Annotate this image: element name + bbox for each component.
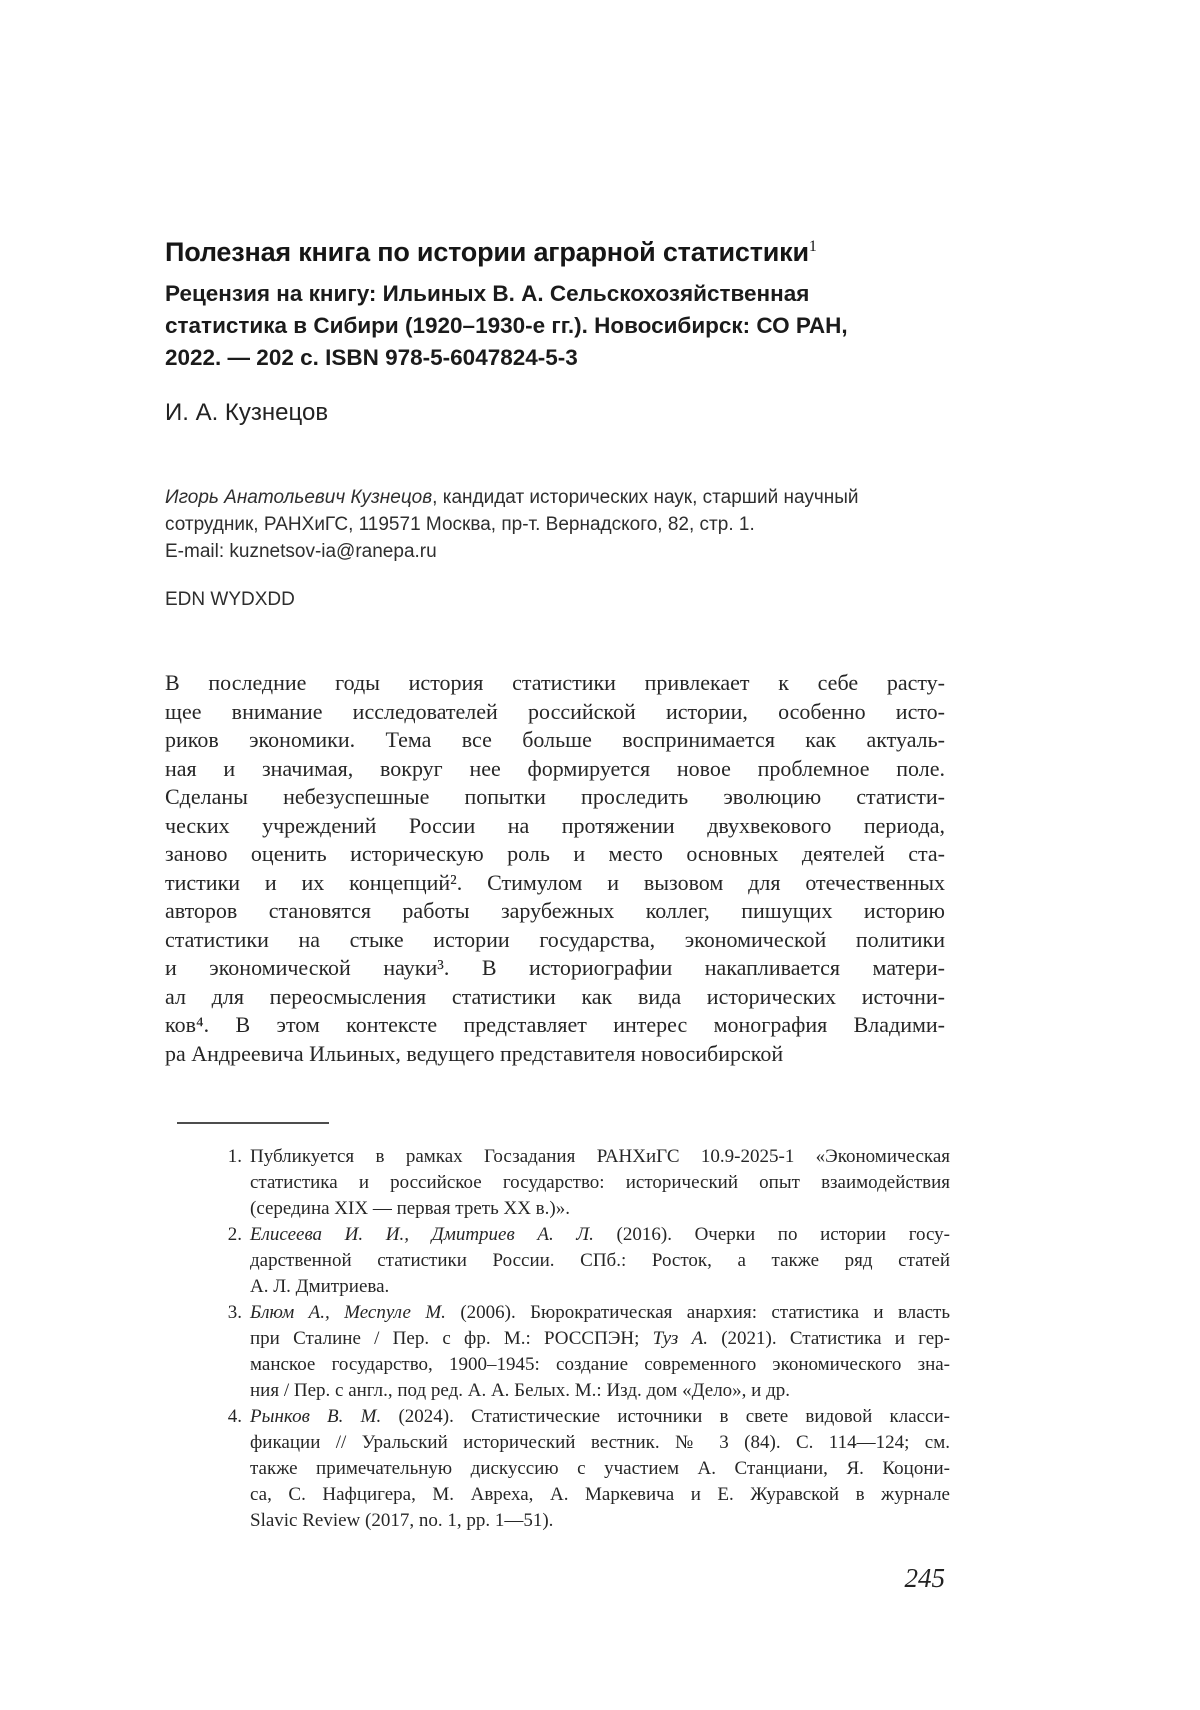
author-affiliation: [165, 484, 945, 565]
footnote-text: [250, 1144, 950, 1222]
author-name: И. А. Кузнецов: [165, 399, 329, 426]
text-segment: (середина XIX — первая треть XX в.)».: [250, 1198, 570, 1219]
footnote-number: 4.: [227, 1406, 242, 1427]
text-segment: (2021). Статистика и гер-: [707, 1328, 951, 1349]
text-segment: щее внимание исследователей российской истории, особенно исто-: [165, 698, 945, 724]
footnote-number: 1.: [227, 1146, 242, 1167]
text-segment: тистики и их концепций². Стимулом и вызовом для отечественных: [165, 869, 945, 895]
text-line: [165, 840, 945, 869]
text-segment: са, С. Нафцигера, М. Авреха, А. Маркевича и Е. Журавской в журнале: [250, 1484, 950, 1505]
text-line: [165, 669, 945, 698]
text-line: [165, 812, 945, 841]
text-line: [165, 897, 945, 926]
text-line: [165, 310, 945, 342]
text-line: [250, 1508, 950, 1534]
text-segment: Рецензия на книгу: Ильиных В. А. Сельскохозяйственная: [165, 281, 810, 306]
footnotes-list: [227, 1144, 951, 1534]
article-main: [165, 669, 945, 1068]
text-line: [165, 954, 945, 983]
text-line: [250, 1196, 950, 1222]
text-segment: (2016). Очерки по истории госу-: [593, 1224, 950, 1245]
text-segment: (2024). Статистические источники в свете видовой класси-: [381, 1406, 950, 1427]
footnote-text: [250, 1222, 950, 1300]
italic-text-segment: Туз А.: [652, 1328, 708, 1349]
text-segment: ков⁴. В этом контексте представляет интерес монография Владими-: [165, 1012, 945, 1037]
article-title-text: Полезная книга по истории аграрной статистики: [165, 237, 809, 267]
text-segment: ал для переосмысления статистики как вида исторических источни-: [165, 983, 945, 1009]
text-segment: заново оценить историческую роль и место основных деятелей ста-: [165, 841, 945, 866]
text-line: [250, 1456, 950, 1482]
text-line: [250, 1430, 950, 1456]
text-line: [250, 1300, 950, 1326]
italic-text-segment: Елисеева И. И., Дмитриев А. Л.: [250, 1224, 594, 1245]
text-segment: ческих учреждений России на протяжении двухвекового периода,: [165, 812, 945, 838]
text-line: [250, 1222, 950, 1248]
text-line: [165, 278, 945, 310]
text-segment: сотрудник, РАНХиГС, 119571 Москва, пр-т. Вернадского, 82, стр. 1.: [165, 514, 755, 535]
text-segment: Публикуется в рамках Госзадания РАНХиГС 10.9-2025-1 «Экономическая: [250, 1146, 950, 1167]
page-number: 245: [904, 1563, 945, 1593]
footnote-item: [227, 1300, 951, 1404]
text-line: [250, 1144, 950, 1170]
text-line: [165, 698, 945, 727]
footnote-separator-rule: [177, 1122, 329, 1124]
text-line: [165, 342, 945, 374]
text-segment: , кандидат исторических наук, старший научный: [432, 487, 859, 508]
footnote-item: [227, 1404, 950, 1534]
text-segment: (2006). Бюрократическая анархия: статистика и власть: [445, 1302, 951, 1323]
text-segment: статистики на стыке истории государства, экономической политики: [165, 926, 945, 952]
text-segment: ра Андреевича Ильиных, ведущего представителя новосибирской: [165, 1040, 784, 1066]
article-body-paragraph: [165, 669, 945, 1068]
footnote-text: [250, 1404, 950, 1534]
text-line: [250, 1378, 950, 1404]
article-header: [165, 236, 945, 613]
footnote-item: [227, 1222, 950, 1300]
text-segment: риков экономики. Тема все больше воспринимается как актуаль-: [165, 727, 945, 752]
text-line: [165, 538, 945, 565]
footnote-number: 3.: [227, 1302, 242, 1323]
text-segment: при Сталине / Пер. с фр. М.: РОССПЭН;: [250, 1328, 653, 1349]
text-segment: статистика в Сибири (1920–1930-е гг.). Новосибирск: СО РАН,: [165, 313, 848, 338]
text-line: [165, 1040, 945, 1069]
text-segment: авторов становятся работы зарубежных коллег, пишущих историю: [165, 898, 945, 923]
article-title: [165, 236, 945, 268]
title-footnote-ref: 1: [808, 238, 817, 255]
text-segment: дарственной статистики России. СПб.: Росток, а также ряд статей: [250, 1250, 950, 1271]
text-line: [165, 484, 945, 511]
text-line: [165, 1011, 945, 1040]
article-footer: [165, 1122, 951, 1594]
book-reference: [165, 278, 945, 374]
text-segment: статистика и российское государство: исторический опыт взаимодействия: [250, 1172, 950, 1193]
text-segment: Сделаны небезуспешные попытки проследить эволюцию статисти-: [165, 784, 945, 809]
text-line: [165, 511, 945, 538]
text-line: [165, 983, 945, 1012]
text-line: [250, 1248, 950, 1274]
text-line: [250, 1352, 950, 1378]
text-segment: Slavic Review (2017, no. 1, pp. 1—51).: [250, 1510, 554, 1531]
italic-text-segment: Игорь Анатольевич Кузнецов: [165, 487, 433, 508]
footnote-number: 2.: [227, 1224, 242, 1245]
text-segment: ная и значимая, вокруг нее формируется новое проблемное поле.: [165, 755, 945, 781]
text-line: [250, 1274, 950, 1300]
text-line: [165, 755, 945, 784]
text-line: [250, 1404, 950, 1430]
text-segment: также примечательную дискуссию с участием А. Станциани, Я. Коцони-: [250, 1458, 950, 1479]
text-segment: E-mail: kuznetsov-ia@ranepa.ru: [165, 541, 437, 562]
text-segment: и экономической науки³. В историографии накапливается матери-: [165, 955, 945, 980]
text-line: [165, 869, 945, 898]
footnote-text: [250, 1300, 950, 1404]
text-segment: ния / Пер. с англ., под ред. А. А. Белых. М.: Изд. дом «Дело», и др.: [250, 1380, 791, 1401]
text-segment: фикации // Уральский исторический вестник. № 3 (84). С. 114—124; см.: [250, 1432, 950, 1453]
text-segment: В последние годы история статистики привлекает к себе расту-: [165, 670, 945, 695]
italic-text-segment: Блюм А., Меспуле М.: [250, 1302, 446, 1323]
italic-text-segment: Рынков В. М.: [250, 1406, 382, 1427]
text-line: [165, 783, 945, 812]
text-line: [250, 1482, 950, 1508]
text-segment: А. Л. Дмитриева.: [250, 1276, 390, 1297]
footnote-item: [227, 1144, 950, 1222]
text-segment: манское государство, 1900–1945: создание современного экономического зна-: [250, 1354, 950, 1375]
text-segment: 2022. — 202 с. ISBN 978-5-6047824-5-3: [165, 345, 578, 370]
edn-code: EDN WYDXDD: [165, 589, 295, 610]
text-line: [165, 726, 945, 755]
text-line: [165, 926, 945, 955]
text-line: [250, 1170, 950, 1196]
text-line: [250, 1326, 950, 1352]
